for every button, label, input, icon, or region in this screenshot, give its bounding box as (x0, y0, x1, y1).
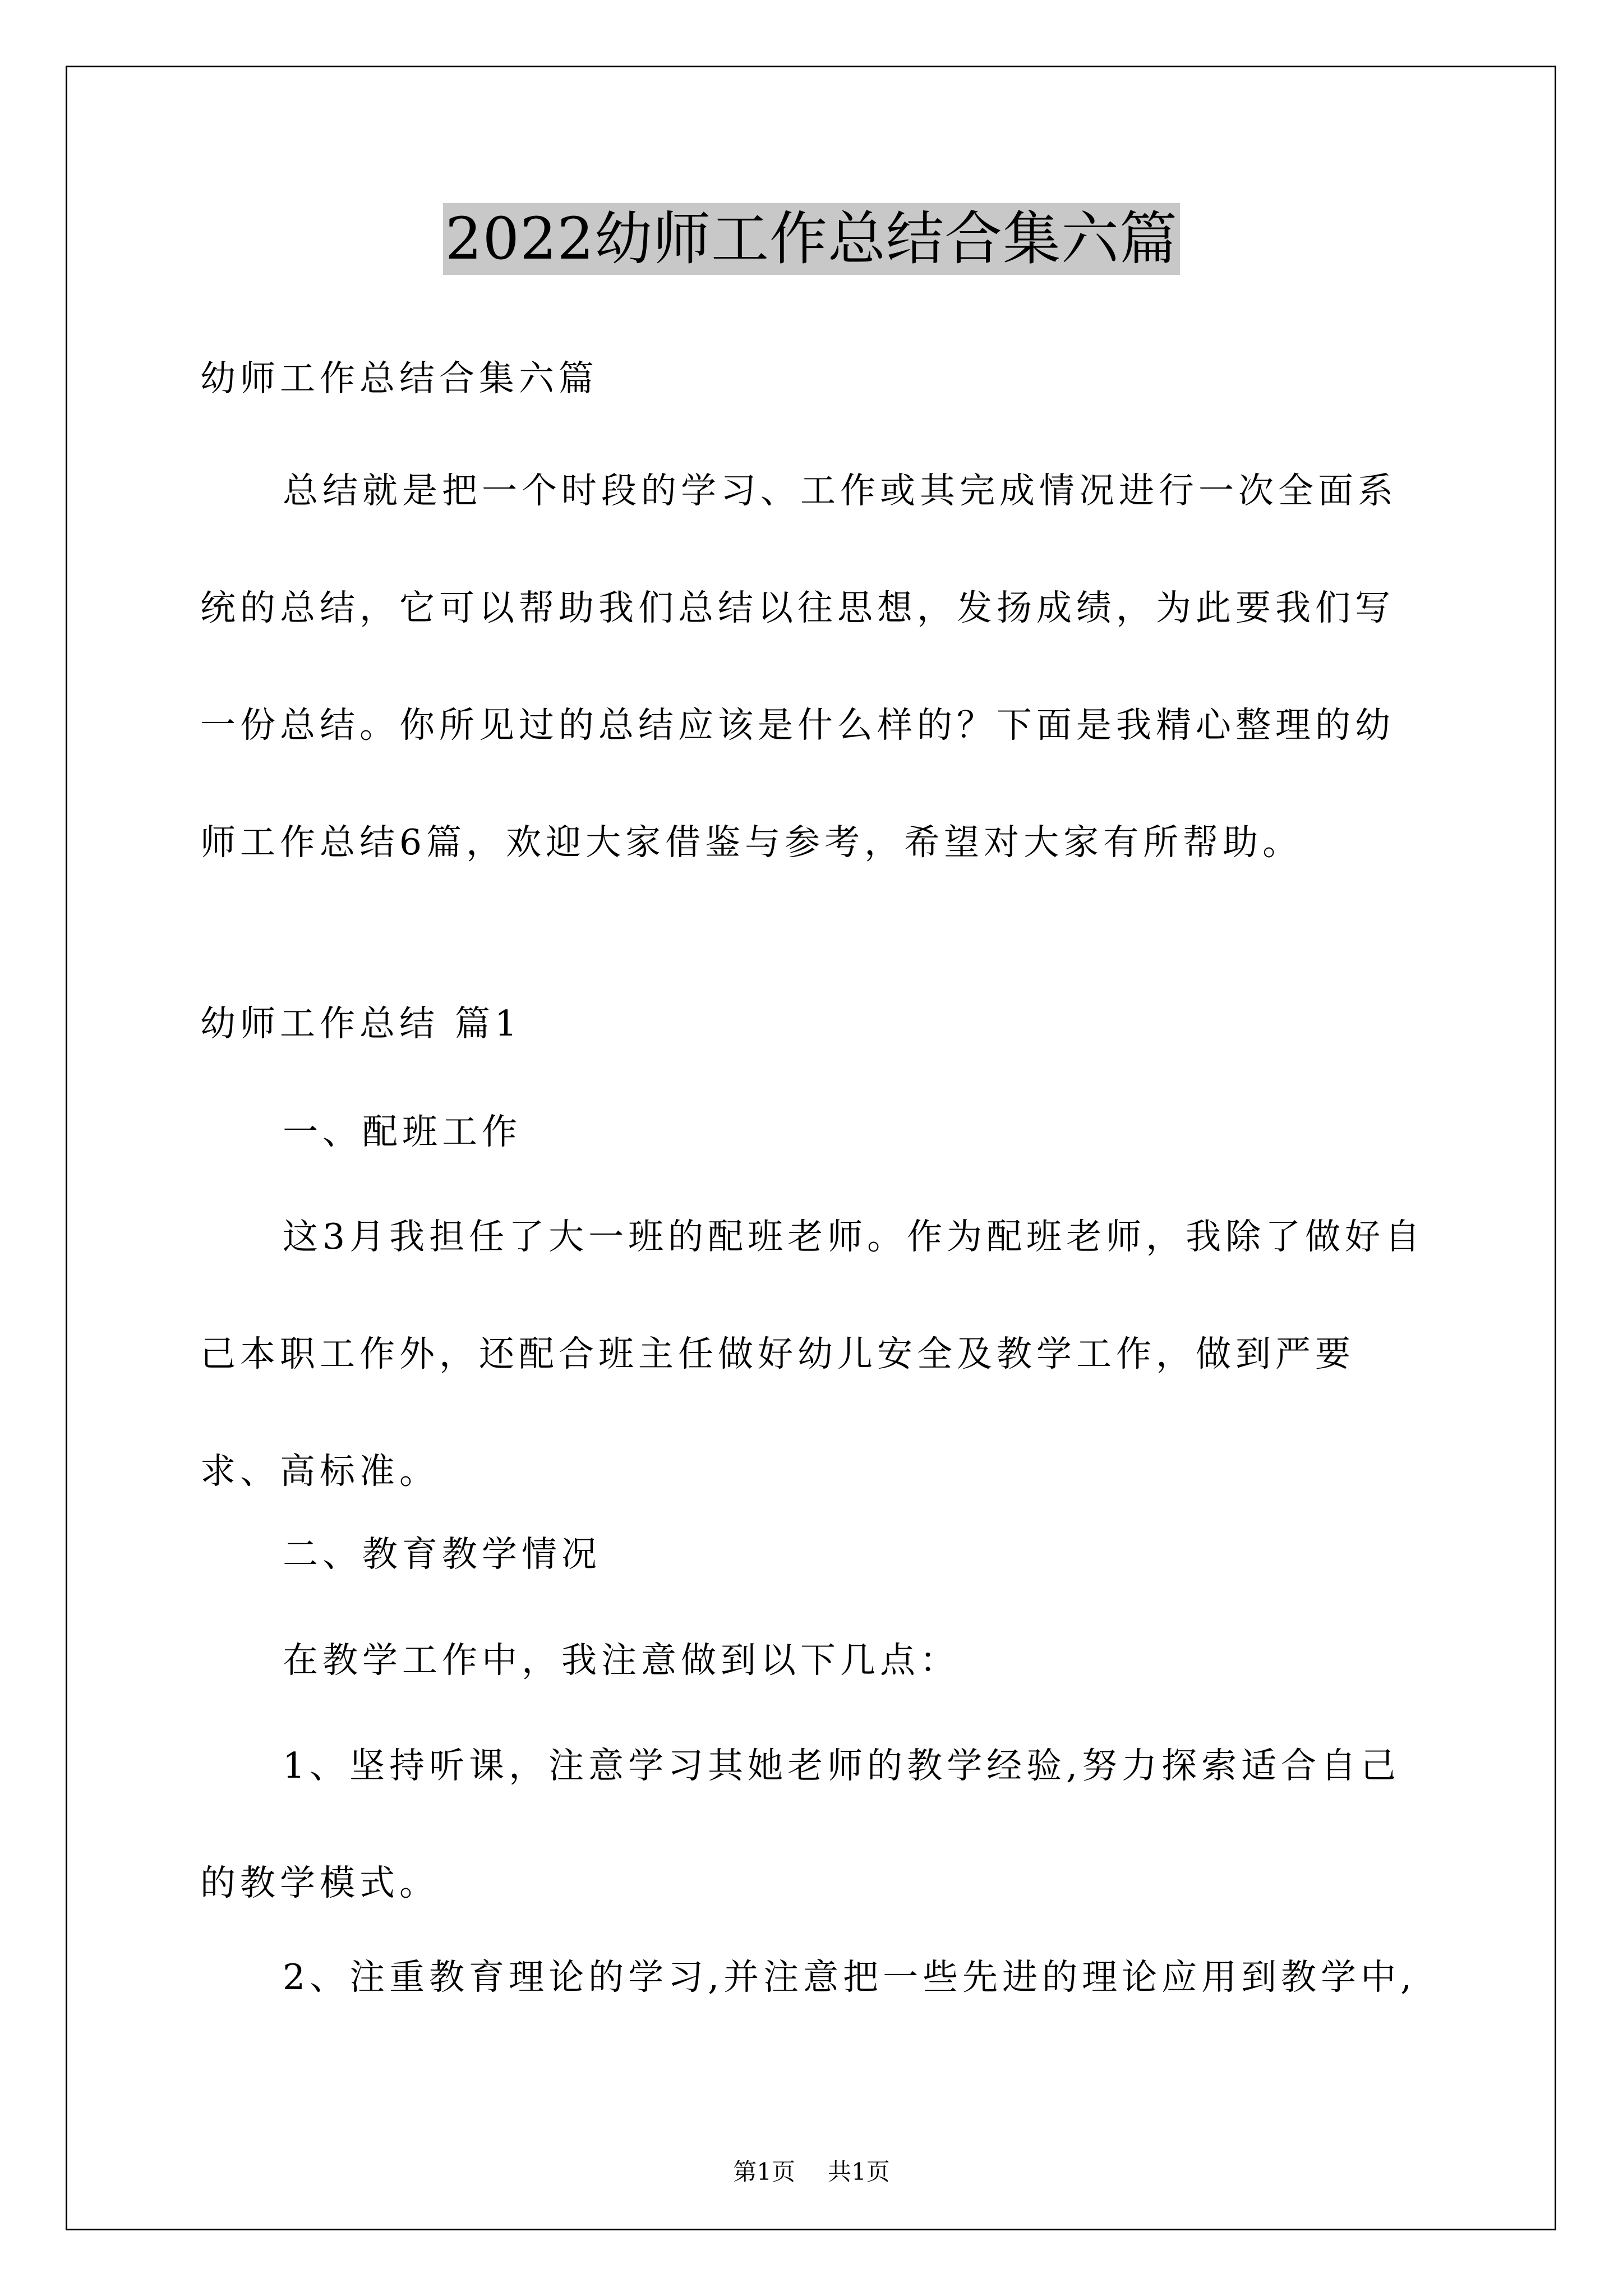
class-work-paragraph: 这3月我担任了大一班的配班老师。作为配班老师，我除了做好自己本职工作外，还配合班主任做好幼儿安全及教学工作，做到严要求、高标准。 (200, 1216, 1425, 1492)
page-footer (0, 2155, 1623, 2189)
document-subtitle: 幼师工作总结合集六篇 (200, 358, 598, 399)
document-title-text: 2022幼师工作总结合集六篇 (443, 203, 1180, 275)
page-total: 共1页 (828, 2158, 890, 2185)
page-number: 第1页 (733, 2158, 795, 2185)
heading-class-work: 一、配班工作 (283, 1111, 522, 1152)
intro-paragraph: 总结就是把一个时段的学习、工作或其完成情况进行一次全面系统的总结，它可以帮助我们总结以往思想，发扬成绩，为此要我们写一份总结。你所见过的总结应该是什么样的？下面是我精心整理的幼师工作总结6篇，欢迎大家借鉴与参考，希望对大家有所帮助。 (200, 470, 1398, 863)
heading-teaching: 二、教育教学情况 (283, 1534, 601, 1575)
section-heading: 幼师工作总结 篇1 (200, 1003, 522, 1044)
list-item: 1、坚持听课，注意学习其她老师的教学经验,努力探索适合自己的教学模式。 (200, 1745, 1401, 1903)
list-item: 2、注重教育理论的学习,并注意把一些先进的理论应用到教学中, (283, 1957, 1417, 1998)
teaching-paragraph: 在教学工作中，我注意做到以下几点： (283, 1640, 960, 1681)
document-title (0, 203, 1623, 275)
